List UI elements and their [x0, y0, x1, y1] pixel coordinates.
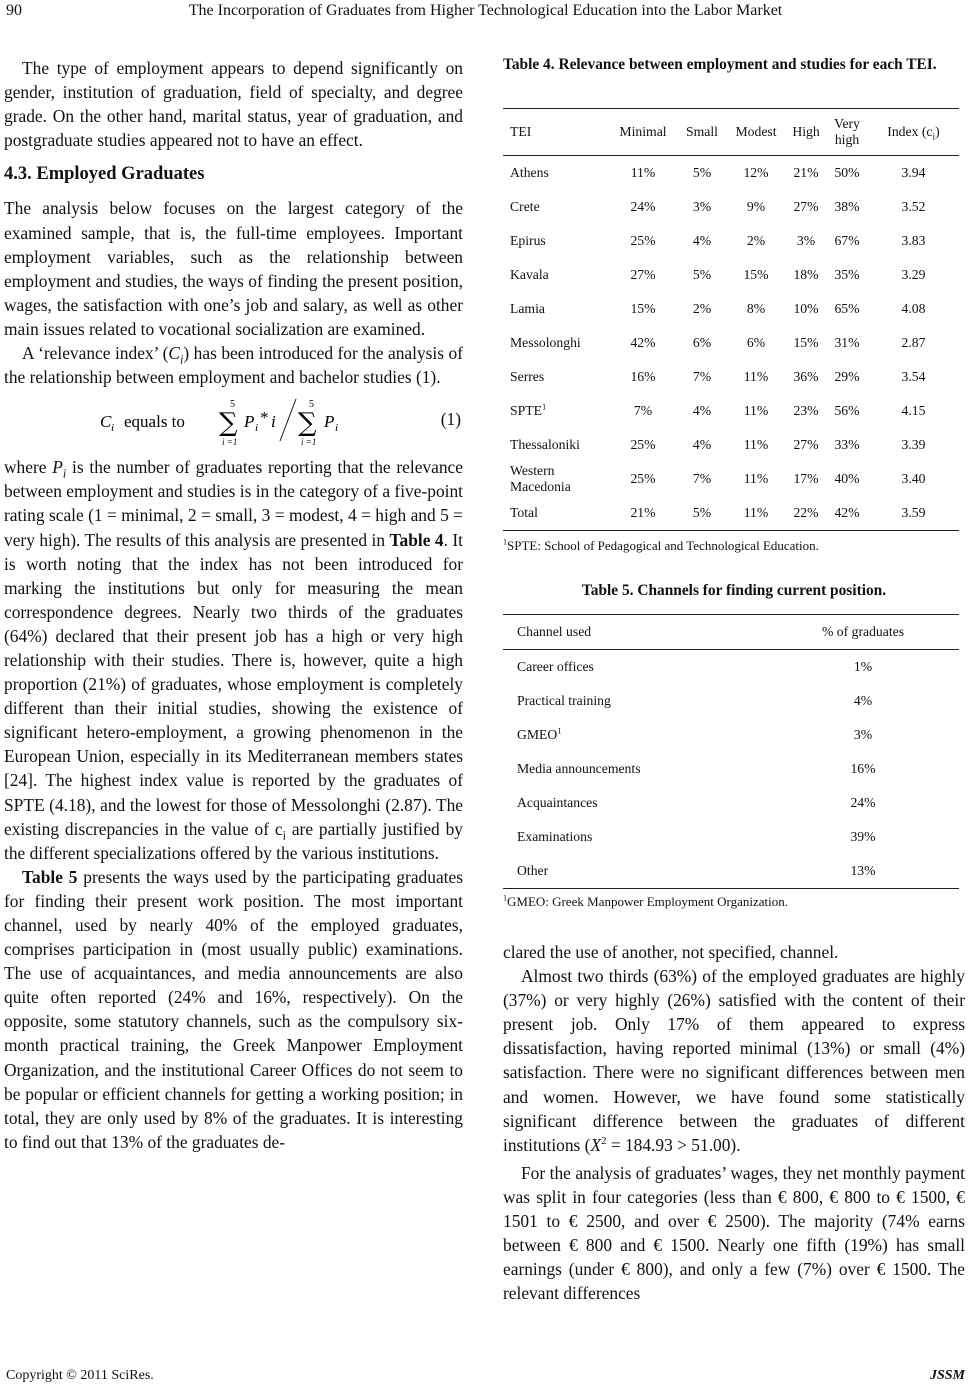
- table-cell: 3.54: [901, 369, 926, 384]
- row-label: Lamia: [510, 301, 545, 316]
- table-cell: 11%: [743, 505, 769, 520]
- table-cell: 12%: [743, 165, 769, 180]
- text-run: A ‘relevance index’ (: [22, 343, 169, 364]
- table-row: [503, 462, 959, 496]
- table5-caption: Table 5. Channels for finding current position.: [581, 582, 887, 599]
- table-row: [503, 718, 959, 752]
- term-i: i: [271, 412, 276, 432]
- table-cell: 67%: [834, 233, 860, 248]
- row-label: Athens: [510, 165, 549, 180]
- table-cell: 4.15: [901, 403, 926, 418]
- fraction-slash: [280, 399, 296, 441]
- footnote-text: GMEO: Greek Manpower Employment Organization.: [507, 894, 789, 909]
- table-cell: 15%: [630, 301, 656, 316]
- term-p-sub: i: [335, 422, 339, 435]
- table-cell: 4%: [692, 403, 712, 418]
- table-row: [503, 752, 959, 786]
- formula-lhs-sub: i: [111, 422, 115, 435]
- sum-lower: i =1: [301, 437, 317, 448]
- table-cell: 21%: [793, 165, 819, 180]
- variable-c: C: [168, 343, 180, 364]
- table-cell: 2.87: [901, 335, 926, 350]
- column-header: % of graduates: [767, 615, 959, 650]
- table4-footnote: [503, 538, 819, 554]
- row-label-text: GMEO: [517, 727, 558, 742]
- equation-1: [4, 393, 463, 449]
- table-cell: 4%: [853, 693, 873, 708]
- table-cell: 11%: [743, 471, 769, 486]
- table-cell: 3.83: [901, 233, 926, 248]
- table-cell: 29%: [834, 369, 860, 384]
- table-row: [503, 258, 959, 292]
- table-row: [503, 156, 959, 191]
- table-row: [503, 292, 959, 326]
- sum-lower: i =1: [222, 437, 238, 448]
- table-cell: 9%: [746, 199, 766, 214]
- relevance-index-formula: [100, 397, 370, 447]
- table-cell: 4.08: [901, 301, 926, 316]
- variable-p: P: [52, 457, 63, 478]
- column-header: Very high: [826, 109, 868, 156]
- table-cell: 8%: [746, 301, 766, 316]
- table-row: [503, 360, 959, 394]
- text-run: . It is worth noting that the index has not been introduced for marking the institutions but only for measuring the mean correspondence degrees. Nearly two thirds of the graduates (64%) declared that their present job has a high or very high relationship with their studies. There is, however, quite a high proportion (21%) of graduates, whose employment is completely different than their initial studies, showing the existence of significant hetero-employment, a growing phenomenon in the European Union, especially in its Mediterranean members states [24]. The highest index value is reported by the graduates of SPTE (4.18), and the lowest for those of Messolonghi (2.87). The existing discrepancies in the value of c: [4, 529, 463, 839]
- table-cell: 2%: [692, 301, 712, 316]
- table-cell: 25%: [630, 233, 656, 248]
- table-cell: 42%: [834, 505, 860, 520]
- table-cell: 31%: [834, 335, 860, 350]
- table-cell: 4%: [692, 233, 712, 248]
- copyright: Copyright © 2011 SciRes.: [6, 1368, 154, 1383]
- text-run: are partially justified by the different specializations offered by the various institutions.: [4, 818, 463, 863]
- table-reference: Table 4: [389, 529, 444, 550]
- table-cell: 40%: [834, 471, 860, 486]
- subscript: i: [62, 466, 67, 481]
- sum-upper: 5: [309, 399, 314, 411]
- table-cell: 18%: [793, 267, 819, 282]
- table-cell: 11%: [743, 403, 769, 418]
- table4: [503, 108, 959, 531]
- row-label: Total: [510, 505, 538, 520]
- table-cell: 25%: [630, 437, 656, 452]
- term-p-sub: i: [255, 422, 259, 435]
- column-header: [868, 109, 959, 156]
- row-label: Kavala: [510, 267, 549, 282]
- table-cell: 16%: [850, 761, 876, 776]
- table-row: [503, 786, 959, 820]
- paragraph: [4, 341, 463, 389]
- table-cell: 3%: [796, 233, 816, 248]
- svg-text:∑: ∑: [298, 408, 317, 439]
- table-cell: 24%: [850, 795, 876, 810]
- table-cell: 1%: [853, 659, 873, 674]
- table-cell: 6%: [692, 335, 712, 350]
- superscript: 2: [601, 1134, 607, 1147]
- table-row: [503, 650, 959, 685]
- row-label: [503, 394, 608, 428]
- table-row: [503, 394, 959, 428]
- text-run: Almost two thirds (63%) of the employed graduates are highly (37%) or very highly (26%) satisfied with the content of their present job. Only 17% of them appeared to express dissatisfaction, having reported minimal (13%) or small (4%) satisfaction. There were no significant differences between men and women. However, we have found some statistically significant difference between the graduates of different institutions (: [503, 966, 965, 1155]
- row-label: Serres: [510, 369, 545, 384]
- table-cell: 17%: [793, 471, 819, 486]
- footnote-mark: 1: [557, 725, 562, 736]
- column-header: High: [786, 109, 826, 156]
- formula-lhs: C: [100, 412, 112, 432]
- table-cell: 27%: [793, 437, 819, 452]
- section-heading: 4.3. Employed Graduates: [4, 164, 205, 185]
- table-reference: Table 5: [22, 866, 78, 887]
- row-label: Career offices: [517, 659, 594, 674]
- paragraph: [503, 964, 965, 1157]
- right-column: [503, 940, 965, 1305]
- term-p: P: [324, 412, 335, 432]
- journal-abbrev: JSSM: [929, 1368, 965, 1383]
- table-cell: 11%: [743, 437, 769, 452]
- row-label: Media announcements: [517, 761, 641, 776]
- row-label: Western Macedonia: [510, 463, 571, 494]
- table-cell: 35%: [834, 267, 860, 282]
- table5: [503, 614, 959, 889]
- formula-equals: equals to: [124, 412, 185, 432]
- column-header: Minimal: [608, 109, 678, 156]
- table-cell: 11%: [630, 165, 656, 180]
- column-header: Modest: [726, 109, 786, 156]
- table-row: [503, 854, 959, 889]
- table-cell: 7%: [633, 403, 653, 418]
- table-cell: 3.39: [901, 437, 926, 452]
- table-cell: 7%: [692, 471, 712, 486]
- row-label: Acquaintances: [517, 795, 598, 810]
- svg-text:∑: ∑: [219, 408, 238, 439]
- table-cell: 5%: [692, 165, 712, 180]
- table-cell: 16%: [630, 369, 656, 384]
- table-row: [503, 496, 959, 531]
- subscript: i: [282, 828, 286, 843]
- table-cell: 15%: [793, 335, 819, 350]
- text-run: is the number of graduates reporting that the relevance between employment and studies is in the category of a five-point rating scale (1 = minimal, 2 = small, 3 = modest, 4 = high and 5 = very high). The results of this analysis are presented in: [4, 457, 463, 550]
- table4-caption: Table 4. Relevance between employment and studies for each TEI.: [503, 56, 937, 73]
- footnote-mark: 1: [541, 401, 547, 412]
- row-label: Other: [517, 863, 549, 878]
- table-cell: 23%: [793, 403, 819, 418]
- column-header: Small: [678, 109, 726, 156]
- table-cell: 3.94: [901, 165, 926, 180]
- running-title: The Incorporation of Graduates from Higher Technological Education into the Labor Market: [188, 2, 783, 19]
- left-column: [4, 56, 463, 1154]
- row-label: Thessaloniki: [510, 437, 580, 452]
- table-cell: 5%: [692, 505, 712, 520]
- row-label: Crete: [510, 199, 540, 214]
- table-cell: 56%: [834, 403, 860, 418]
- table-cell: 11%: [743, 369, 769, 384]
- equation-number: (1): [440, 409, 461, 430]
- paragraph: clared the use of another, not specified, channel.: [503, 942, 839, 962]
- row-label: Examinations: [517, 829, 593, 844]
- column-header: Channel used: [503, 615, 767, 650]
- column-header: TEI: [503, 109, 608, 156]
- table-cell: 24%: [630, 199, 656, 214]
- row-label: [503, 718, 767, 752]
- table-cell: 5%: [692, 267, 712, 282]
- table-header-row: [503, 615, 959, 650]
- table-cell: 7%: [692, 369, 712, 384]
- table-cell: 3.52: [901, 199, 926, 214]
- text-run: presents the ways used by the participating graduates for finding their present work position. The most important channel, used by nearly 40% of the employed graduates, comprises participation in (most usually public) examinations. The use of acquaintances, and media announcements are also quite often reported (24% and 16%, respectively). On the opposite, some statutory channels, such as the compulsory six-month practical training, the Greek Manpower Employment Organization, and the institutional Career Offices do not seem to be popular or efficient channels for getting a working position; in total, they are only used by 8% of the graduates. It is interesting to find out that 13% of the graduates de-: [4, 866, 463, 1152]
- paragraph: [4, 455, 463, 865]
- table-cell: 25%: [630, 471, 656, 486]
- chi-symbol: X: [590, 1134, 602, 1155]
- paragraph: For the analysis of graduates’ wages, they net monthly payment was split in four categories (less than € 800, € 800 to € 1500, € 1501 to € 2500, and over € 2500). The majority (74% earns between € 800 and € 1500. Nearly one fifth (19%) has small earnings (under € 800), and only a few (7%) over € 1500. The relevant differences: [503, 1162, 965, 1304]
- row-label-text: SPTE: [510, 403, 542, 418]
- text-run: = 184.93 > 51.00).: [606, 1134, 741, 1155]
- header-text: ): [935, 124, 940, 139]
- table-cell: 50%: [834, 165, 860, 180]
- paragraph: The analysis below focuses on the largest category of the examined sample, that is, the full-time employees. Important employment variables, such as the relationship between employment and studies, the ways of finding the present position, wages, the satisfaction with one’s job and salary, as well as other main issues related to vocational socialization are examined.: [4, 198, 463, 339]
- row-label: Epirus: [510, 233, 546, 248]
- table-row: [503, 224, 959, 258]
- table-cell: 2%: [746, 233, 766, 248]
- table-cell: 13%: [850, 863, 876, 878]
- table-cell: 33%: [834, 437, 860, 452]
- row-label: Practical training: [517, 693, 611, 708]
- table-row: [503, 190, 959, 224]
- table-row: [503, 820, 959, 854]
- table-cell: 21%: [630, 505, 656, 520]
- table-cell: 3.29: [901, 267, 926, 282]
- table-cell: 3.59: [901, 505, 926, 520]
- footnote-mark: 1: [503, 893, 508, 903]
- table-cell: 10%: [793, 301, 819, 316]
- star: *: [260, 408, 269, 428]
- table-cell: 65%: [834, 301, 860, 316]
- paragraph: [4, 865, 463, 1154]
- table-cell: 6%: [746, 335, 766, 350]
- table-row: [503, 326, 959, 360]
- table-cell: 3%: [692, 199, 712, 214]
- subscript: i: [180, 352, 184, 367]
- page-number: 90: [6, 2, 22, 19]
- table-row: [503, 428, 959, 462]
- table-cell: 39%: [850, 829, 876, 844]
- text-run: where: [4, 457, 53, 478]
- header-text: Index (c: [887, 124, 933, 139]
- table-cell: 27%: [630, 267, 656, 282]
- table-cell: 15%: [743, 267, 769, 282]
- paragraph: The type of employment appears to depend significantly on gender, institution of graduation, field of specialty, and degree grade. On the other hand, marital status, year of graduation, and postgraduate studies appeared not to have an effect.: [4, 58, 463, 151]
- table-header-row: [503, 109, 959, 156]
- text-run: ) has been introduced for the analysis of the relationship between employment and bachelor studies (1).: [4, 343, 463, 388]
- table-cell: 4%: [692, 437, 712, 452]
- table-cell: 36%: [793, 369, 819, 384]
- term-p: P: [244, 412, 255, 432]
- table-cell: 42%: [630, 335, 656, 350]
- subscript: i: [932, 131, 936, 143]
- table-cell: 3.40: [901, 471, 926, 486]
- table-cell: 38%: [834, 199, 860, 214]
- table5-footnote: [503, 894, 788, 910]
- table-cell: 3%: [853, 727, 873, 742]
- table-cell: 22%: [793, 505, 819, 520]
- sum-upper: 5: [230, 399, 235, 411]
- row-label: Messolonghi: [510, 335, 581, 350]
- table-row: [503, 684, 959, 718]
- table-cell: 27%: [793, 199, 819, 214]
- footnote-mark: 1: [503, 537, 508, 547]
- footnote-text: SPTE: School of Pedagogical and Technological Education.: [507, 538, 819, 553]
